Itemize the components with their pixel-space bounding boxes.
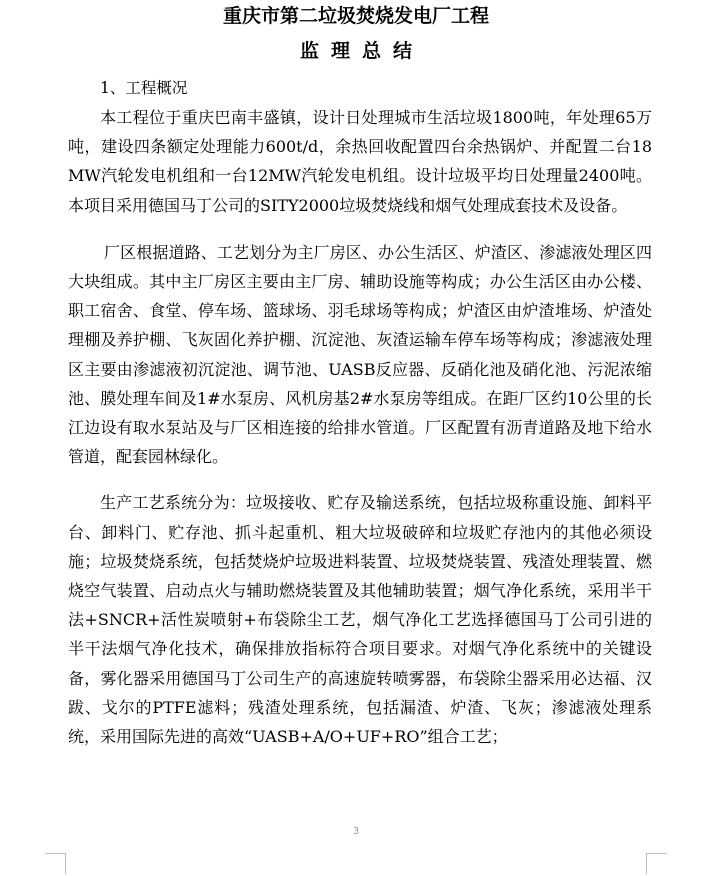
paragraph-plant-areas: 厂区根据道路、工艺划分为主厂房区、办公生活区、炉渣区、渗滤液处理区四大块组成。其中主厂房区主要由主厂房、辅助设施等构成；办公生活区由办公楼、职工宿舍、食堂、停车场、篮球场、羽毛球场等构成；炉渣区由炉渣堆场、炉渣处理棚及养护棚、飞灰固化养护棚、沉淀池、灰渣运输车停车场等构成；渗滤液处理区主要由渗滤液初沉淀池、调节池、UASB反应器、反硝化池及硝化池、污泥浓缩池、膜处理车间及1#水泵房、风机房基2#水泵房等组成。在距厂区约10公里的长江边设有取水泵站及与厂区相连接的给排水管道。厂区配置有沥青道路及地下给水管道，配套园林绿化。 — [68, 242, 652, 467]
page-number: 3 — [352, 826, 360, 837]
document-title: 重庆市第二垃圾焚烧发电厂工程 — [222, 5, 489, 27]
paragraph-process-systems: 生产工艺系统分为：垃圾接收、贮存及输送系统，包括垃圾称重设施、卸料平台、卸料门、贮存池、抓斗起重机、粗大垃圾破碎和垃圾贮存池内的其他必须设施；垃圾焚烧系统，包括焚烧炉垃圾进料装置、垃圾焚烧装置、残渣处理装置、燃烧空气装置、启动点火与辅助燃烧装置及其他辅助装置；烟气净化系统，采用半干法+SNCR+活性炭喷射+布袋除尘工艺，烟气净化工艺选择德国马丁公司引进的半干法烟气净化技术，确保排放指标符合项目要求。对烟气净化系统中的关键设备，雾化器采用德国马丁公司生产的高速旋转喷雾器，布袋除尘器采用必达福、汉跋、戈尔的PTFE滤料；残渣处理系统，包括漏渣、炉渣、飞灰；渗滤液处理系统，采用国际先进的高效“UASB+A/O+UF+RO”组合工艺； — [68, 493, 652, 747]
crop-mark-bottom-right — [646, 853, 667, 874]
crop-mark-bottom-left — [45, 853, 66, 874]
document-subtitle: 监理总结 — [299, 40, 424, 62]
document-body — [68, 74, 652, 751]
section-heading: 1、工程概况 — [100, 79, 188, 97]
paragraph-project-overview: 本工程位于重庆巴南丰盛镇，设计日处理城市生活垃圾1800吨，年处理65万吨，建设四条额定处理能力600t/d，余热回收配置四台余热锅炉、并配置二台18MW汽轮发电机组和一台12MW汽轮发电机组。设计垃圾平均日处理量2400吨。本项目采用德国马丁公司的SITY2000垃圾焚烧线和烟气处理成套技术及设备。 — [68, 108, 652, 215]
